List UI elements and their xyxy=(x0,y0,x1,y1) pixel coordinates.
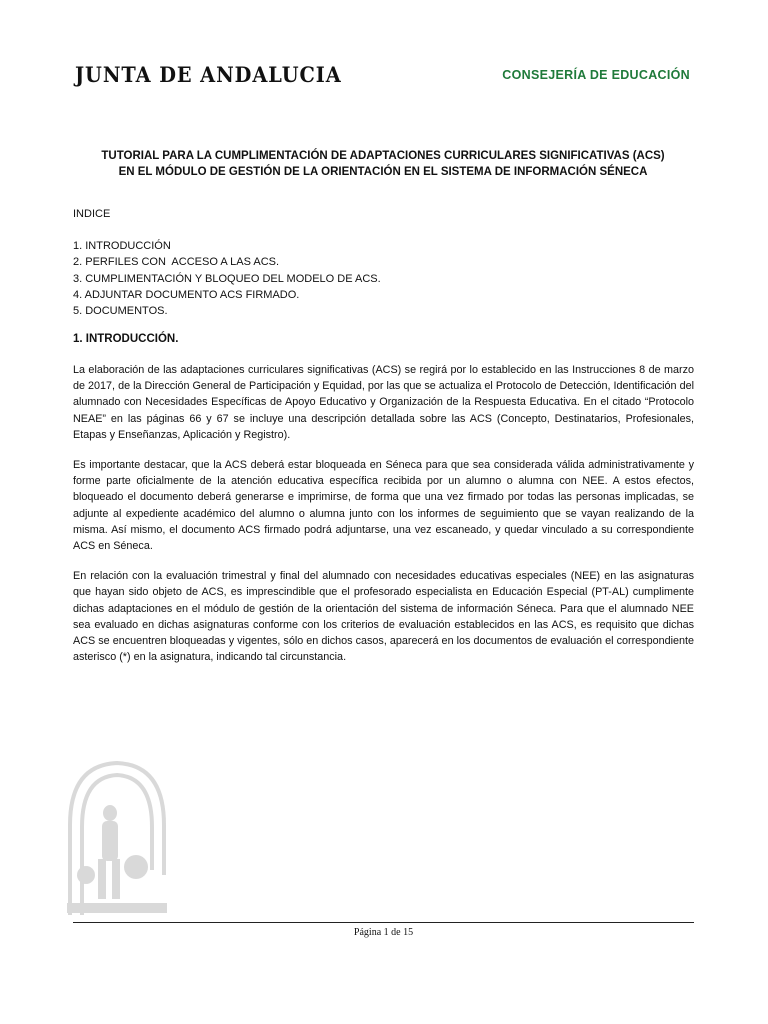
footer-divider xyxy=(73,922,694,923)
index-item: 4. ADJUNTAR DOCUMENTO ACS FIRMADO. xyxy=(73,288,300,301)
junta-andalucia-coat-of-arms-icon xyxy=(62,755,172,920)
title-line-1: TUTORIAL PARA LA CUMPLIMENTACIÓN DE ADAPTACIONES CURRICULARES SIGNIFICATIVAS (ACS) xyxy=(101,150,665,162)
paragraph: Es importante destacar, que la ACS deberá estar bloqueada en Séneca para que sea considerada válida administrativamente y forme parte oficialmente de la atención educativa específica recibida por un alumno o alumna con NEE. A estos efectos, bloqueado el documento deberá generarse e imprimirse, de forma que una vez firmado por todas las personas implicadas, se adjunte al expediente académico del alumno o alumna junto con los informes de seguimiento que se vayan realizando de la misma. Así mismo, el documento ACS firmado podrá adjuntarse, una vez escaneado, y quedar vinculado a su correspondiente ACS en Séneca. xyxy=(73,459,694,553)
table-of-contents xyxy=(73,206,693,319)
index-item: 2. PERFILES CON ACCESO A LAS ACS. xyxy=(73,256,280,269)
paragraph: En relación con la evaluación trimestral y final del alumnado con necesidades educativas especiales (NEE) en las asignaturas que hayan sido objeto de ACS, es imprescindible que el profesorado especialista en Educación Especial (PT-AL) cumplimente dichas adaptaciones en el módulo de gestión de la orientación del sistema de información Séneca. Para que el alumnado NEE sea evaluado en dichas asignaturas conforme con los criterios de evaluación establecidos en las ACS, es requisito que dichas ACS se encuentren bloqueadas y vigentes, sólo en dichos casos, aparecerá en los documentos de evaluación el correspondiente asterisco (*) en la asignatura, indicando tal circunstancia. xyxy=(73,570,694,664)
index-item: 3. CUMPLIMENTACIÓN Y BLOQUEO DEL MODELO DE ACS. xyxy=(73,272,381,285)
index-heading: INDICE xyxy=(73,208,111,220)
header-department: CONSEJERÍA DE EDUCACIÓN xyxy=(502,68,690,82)
section-body xyxy=(73,362,694,679)
section-heading: 1. INTRODUCCIÓN. xyxy=(73,333,179,345)
index-item: 1. INTRODUCCIÓN xyxy=(73,240,171,253)
header-org-logo: JUNTA DE ANDALUCIA xyxy=(75,62,342,87)
title-line-2: EN EL MÓDULO DE GESTIÓN DE LA ORIENTACIÓN EN EL SISTEMA DE INFORMACIÓN SÉNECA xyxy=(118,166,648,178)
index-item: 5. DOCUMENTOS. xyxy=(73,305,168,318)
document-title xyxy=(72,148,694,180)
page-number: Página 1 de 15 xyxy=(353,927,414,938)
paragraph: La elaboración de las adaptaciones curriculares significativas (ACS) se regirá por lo establecido en las Instrucciones 8 de marzo de 2017, de la Dirección General de Participación y Equidad, por las que se actualiza el Protocolo de Detección, Identificación del alumnado con Necesidades Específicas de Apoyo Educativo y Organización de la Respuesta Educativa. En el citado “Protocolo NEAE” en las páginas 66 y 67 se incluye una descripción detallada sobre las ACS (Concepto, Destinatarios, Profesionales, Etapas y Enseñanzas, Aplicación y Registro). xyxy=(73,364,694,441)
